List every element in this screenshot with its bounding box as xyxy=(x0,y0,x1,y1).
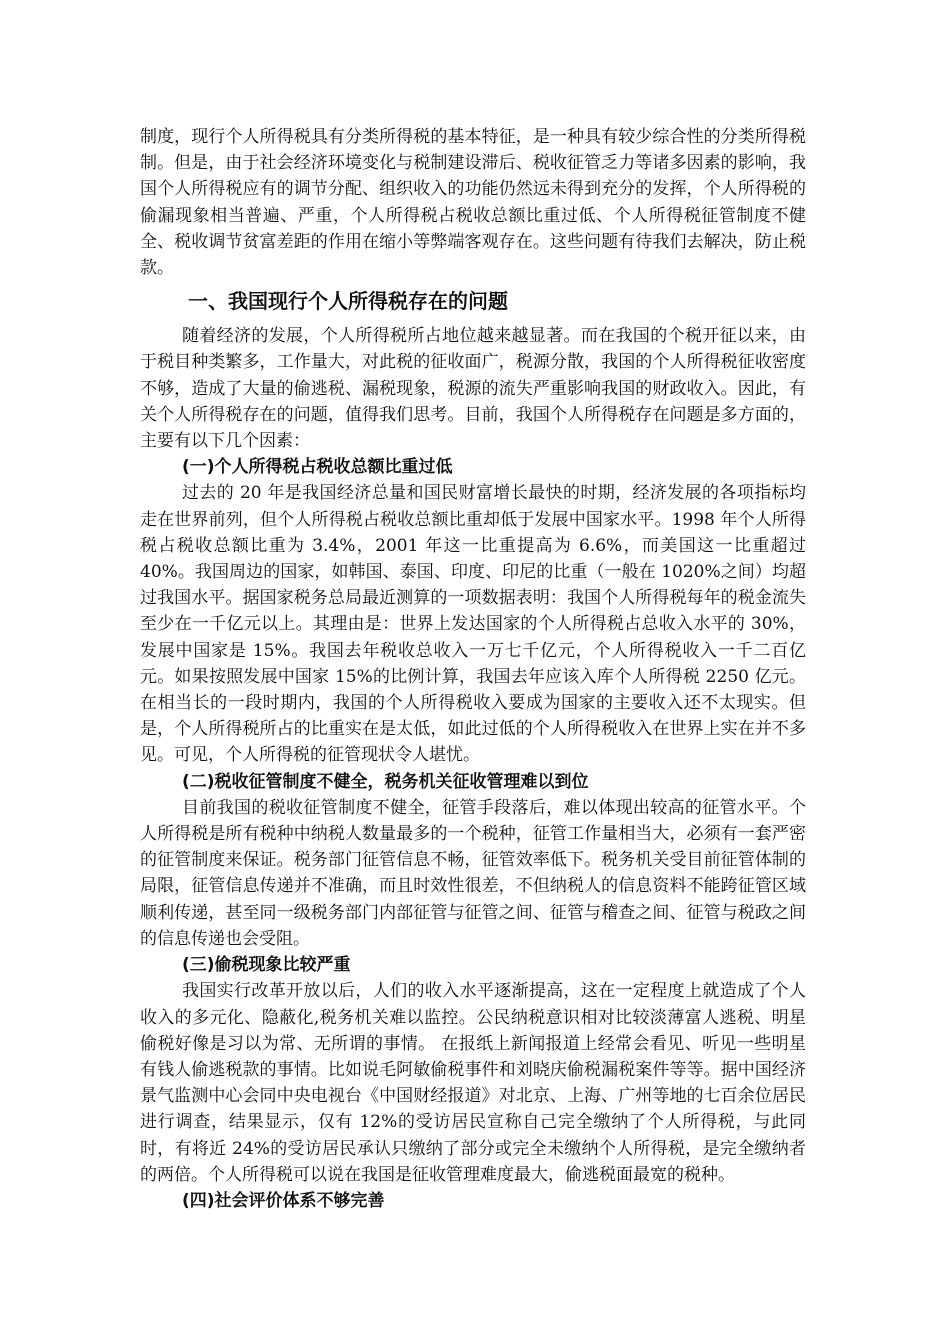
body-paragraph-2: 目前我国的税收征管制度不健全，征管手段落后，难以体现出较高的征管水平。个人所得税是所有税种中纳税人数量最多的一个税种，征管工作量相当大，必须有一套严密的征管制度来保证。税务部门征管信息不畅，征管效率低下。税务机关受目前征管体制的局限，征管信息传递并不准确，而且时效性很差，不但纳税人的信息资料不能跨征管区域顺利传递，甚至同一级税务部门内部征管与征管之间、征管与稽查之间、征管与税政之间的信息传递也会受阻。 xyxy=(140,797,806,949)
section-intro-paragraph: 随着经济的发展，个人所得税所占地位越来越显著。而在我国的个税开征以来，由于税目种类繁多，工作量大，对此税的征收面广，税源分散，我国的个人所得税征收密度不够，造成了大量的偷逃税、漏税现象，税源的流失严重影响我国的财政收入。因此，有关个人所得税存在的问题，值得我们思考。目前，我国个人所得税存在问题是多方面的，主要有以下几个因素： xyxy=(140,326,806,452)
section-heading: 一、我国现行个人所得税存在的问题 xyxy=(188,289,508,314)
subheading-2: (二)税收征管制度不健全，税务机关征收管理难以到位 xyxy=(182,771,589,792)
subheading-1: (一)个人所得税占税收总额比重过低 xyxy=(182,457,453,478)
intro-paragraph: 制度，现行个人所得税具有分类所得税的基本特征，是一种具有较少综合性的分类所得税制。但是，由于社会经济环境变化与税制建设滞后、税收征管乏力等诸多因素的影响，我国个人所得税应有的调节分配、组织收入的功能仍然远未得到充分的发挥，个人所得税的偷漏现象相当普遍、严重，个人所得税占税收总额比重过低、个人所得税征管制度不健全、税收调节贫富差距的作用在缩小等弊端客观存在。这些问题有待我们去解决，防止税款。 xyxy=(140,127,806,279)
subheading-3: (三)偷税现象比较严重 xyxy=(182,955,351,976)
subheading-4: (四)社会评价体系不够完善 xyxy=(182,1190,385,1211)
document-body xyxy=(140,124,806,1214)
body-paragraph-3: 我国实行改革开放以后，人们的收入水平逐渐提高，这在一定程度上就造成了个人收入的多元化、隐蔽化,税务机关难以监控。公民纳税意识相对比较淡薄富人逃税、明星偷税好像是习以为常、无所谓的事情。 在报纸上新闻报道上经常会看见、听见一些明星有钱人偷逃税款的事情。比如说毛阿敏偷税事件和刘晓庆偷税漏税案件等等。据中国经济景气监测中心会同中央电视台《中国财经报道》对北京、上海、广州等地的七百余位居民进行调查，结果显示，仅有 12%的受访居民宣称自己完全缴纳了个人所得税，与此同时，有将近 24%的受访居民承认只缴纳了部分或完全未缴纳个人所得税，是完全缴纳者的两倍。个人所得税可以说在我国是征收管理难度最大，偷逃税面最宽的税种。 xyxy=(140,981,806,1185)
body-paragraph-1: 过去的 20 年是我国经济总量和国民财富增长最快的时期，经济发展的各项指标均走在世界前列，但个人所得税占税收总额比重却低于发展中国家水平。1998 年个人所得税占税收总额比重为 3.4%，2001 年这一比重提高为 6.6%，而美国这一比重超过 40%。我国周边的国家，如韩国、泰国、印度、印尼的比重（一般在 1020%之间）均超过我国水平。据国家税务总局最近测算的一项数据表明：我国个人所得税每年的税金流失至少在一千亿元以上。其理由是：世界上发达国家的个人所得税占总收入水平的 30%，发展中国家是 15%。我国去年税收总收入一万七千亿元，个人所得税收入一千二百亿元。如果按照发展中国家 15%的比例计算，我国去年应该入库个人所得税 2250 亿元。在相当长的一段时期内，我国的个人所得税收入要成为国家的主要收入还不太现实。但是，个人所得税所占的比重实在是太低，如此过低的个人所得税收入在世界上实在并不多见。可见，个人所得税的征管现状令人堪忧。 xyxy=(140,483,806,766)
